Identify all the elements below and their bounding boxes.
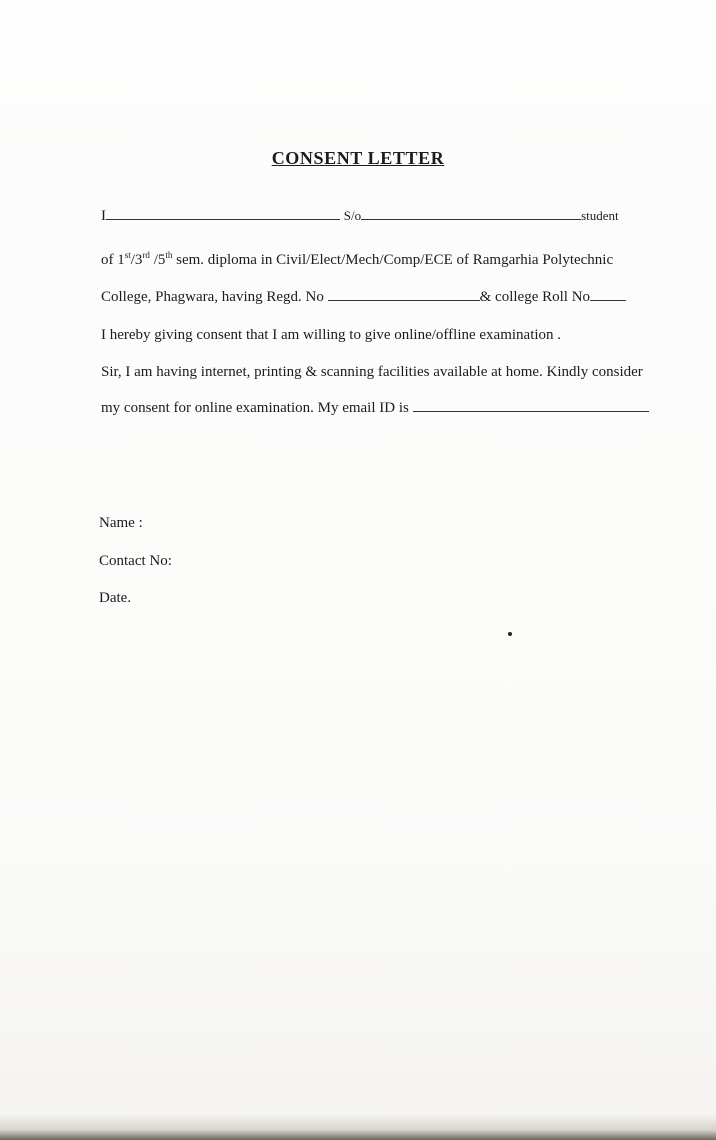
line-facilities: Sir, I am having internet, printing & scanning facilities available at home. Kindly consider — [101, 364, 643, 380]
page-bottom-shadow — [0, 1114, 716, 1140]
line-student-name — [101, 208, 619, 225]
roll-no-blank — [590, 298, 626, 301]
pronoun-text: I — [101, 208, 106, 224]
of-text: of 1 — [101, 252, 125, 268]
line-college-regd — [101, 289, 626, 306]
line-semester-course — [101, 250, 613, 269]
student-text: student — [581, 208, 619, 223]
sup-rd: rd — [142, 250, 150, 260]
line-consent: I hereby giving consent that I am willing to give online/offline examination . — [101, 327, 562, 343]
contact-label: Contact No: — [99, 553, 172, 569]
email-blank — [413, 409, 649, 412]
course-text: sem. diploma in Civil/Elect/Mech/Comp/ECE of Ramgarhia Polytechnic — [172, 252, 614, 268]
father-name-blank — [361, 217, 581, 220]
sup-st: st — [124, 250, 131, 260]
roll-no-text: & college Roll No — [479, 289, 591, 305]
date-label: Date. — [99, 590, 132, 606]
line-email — [101, 400, 649, 417]
college-regd-text: College, Phagwara, having Regd. No — [101, 289, 324, 305]
document-title: CONSENT LETTER — [271, 148, 445, 168]
ink-dot — [508, 632, 512, 636]
sup-th: th — [165, 250, 173, 260]
email-text: my consent for online examination. My email ID is — [101, 400, 409, 416]
sem-5: /5 — [149, 252, 166, 268]
regd-no-blank — [328, 298, 480, 301]
name-label: Name : — [99, 515, 143, 531]
name-blank — [106, 217, 340, 220]
son-of-text: S/o — [343, 208, 362, 223]
sem-3: /3 — [130, 252, 143, 268]
